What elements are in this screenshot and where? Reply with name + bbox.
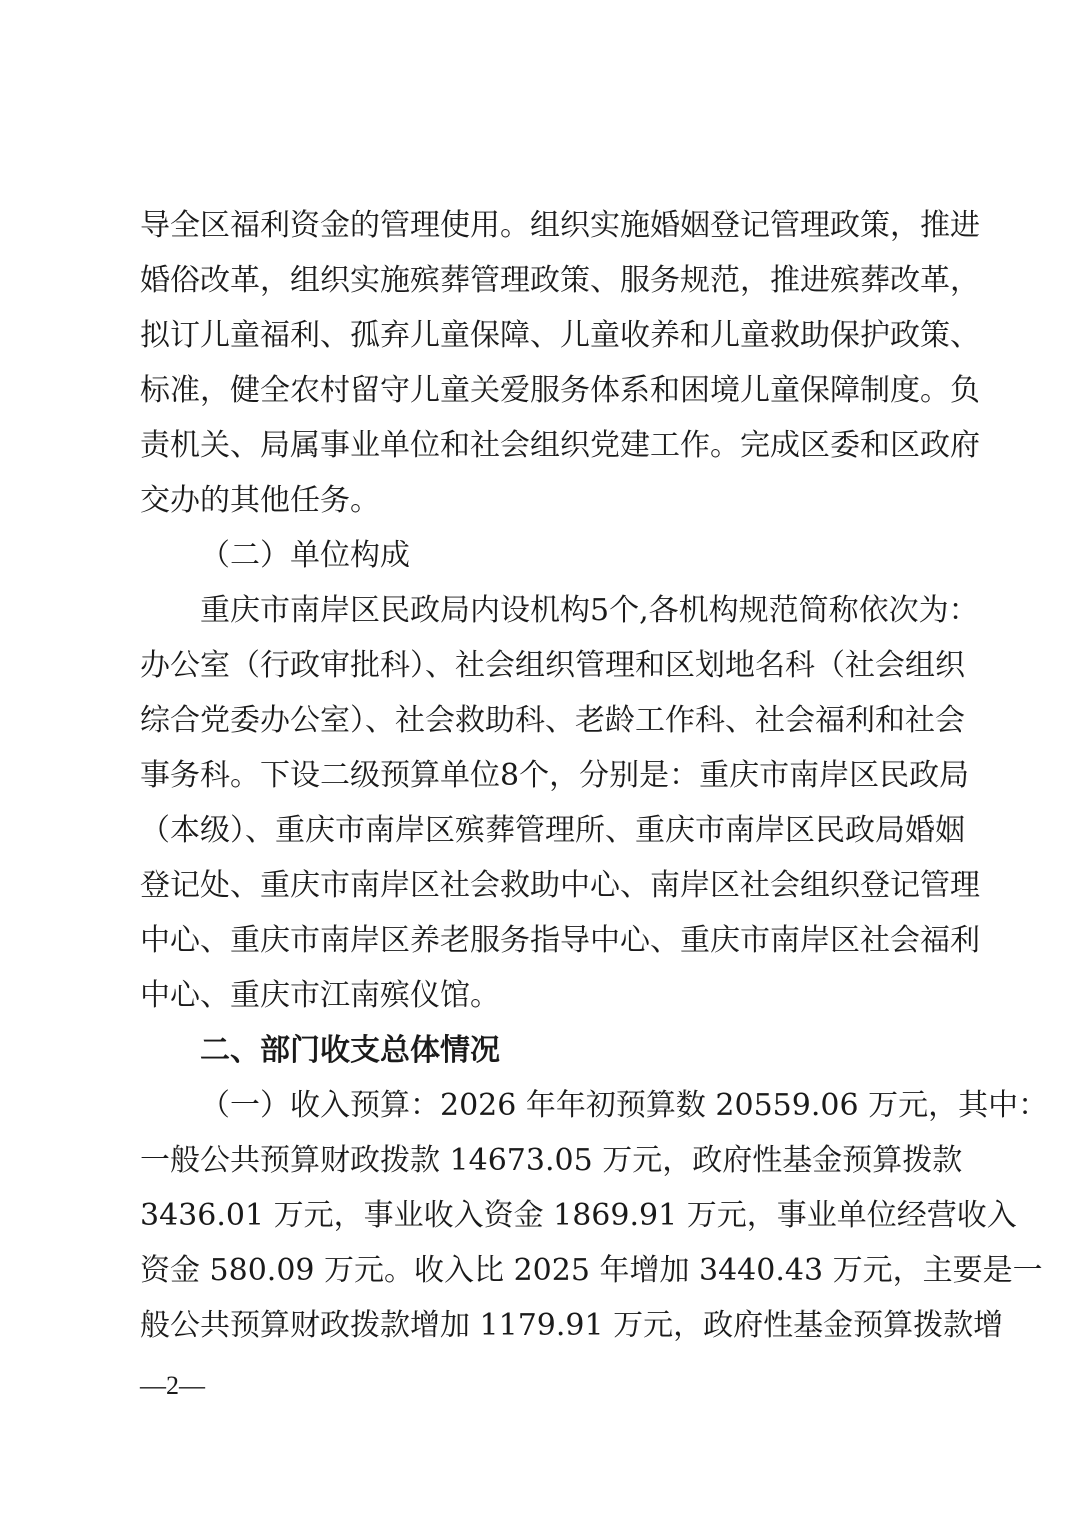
text-line: 标准，健全农村留守儿童关爱服务体系和困境儿童保障制度。负	[140, 373, 980, 408]
paragraph-duties	[140, 198, 980, 528]
text-line: （本级）、重庆市南岸区殡葬管理所、重庆市南岸区民政局婚姻	[140, 813, 965, 848]
text-line: 拟订儿童福利、孤弃儿童保障、儿童收养和儿童救助保护政策、	[140, 318, 980, 353]
text-line: 般公共预算财政拨款增加 1179.91 万元，政府性基金预算拨款增	[140, 1308, 1004, 1343]
text-line: 责机关、局属事业单位和社会组织党建工作。完成区委和区政府	[140, 428, 980, 463]
document-body	[140, 198, 1049, 1353]
text-line: 中心、重庆市江南殡仪馆。	[140, 978, 500, 1013]
text-line: 导全区福利资金的管理使用。组织实施婚姻登记管理政策，推进	[140, 208, 980, 243]
text-line: 交办的其他任务。	[140, 483, 380, 518]
text-line: 一般公共预算财政拨款 14673.05 万元，政府性基金预算拨款	[140, 1143, 963, 1178]
text-line: （一）收入预算：2026 年年初预算数 20559.06 万元，其中：	[200, 1088, 1049, 1123]
text-line: 婚俗改革，组织实施殡葬管理政策、服务规范，推进殡葬改革，	[140, 263, 980, 298]
text-line: 登记处、重庆市南岸区社会救助中心、南岸区社会组织登记管理	[140, 868, 980, 903]
paragraph-unit-composition	[140, 583, 980, 1023]
text-line: 综合党委办公室）、社会救助科、老龄工作科、社会福利和社会	[140, 703, 965, 738]
text-line: 资金 580.09 万元。收入比 2025 年增加 3440.43 万元，主要是一	[140, 1253, 1043, 1288]
text-line: 事务科。下设二级预算单位8个，分别是：重庆市南岸区民政局	[140, 758, 970, 793]
section-heading-unit-composition: （二）单位构成	[200, 538, 410, 573]
paragraph-income-budget	[140, 1078, 1049, 1353]
text-line: 办公室（行政审批科）、社会组织管理和区划地名科（社会组织	[140, 648, 965, 683]
section-heading-income-expenditure: 二、部门收支总体情况	[200, 1033, 500, 1068]
page-number: —2—	[140, 1371, 205, 1400]
text-line: 3436.01 万元，事业收入资金 1869.91 万元，事业单位经营收入	[140, 1198, 1017, 1233]
text-line: 中心、重庆市南岸区养老服务指导中心、重庆市南岸区社会福利	[140, 923, 980, 958]
text-line: 重庆市南岸区民政局内设机构5个,各机构规范简称依次为：	[200, 593, 979, 628]
